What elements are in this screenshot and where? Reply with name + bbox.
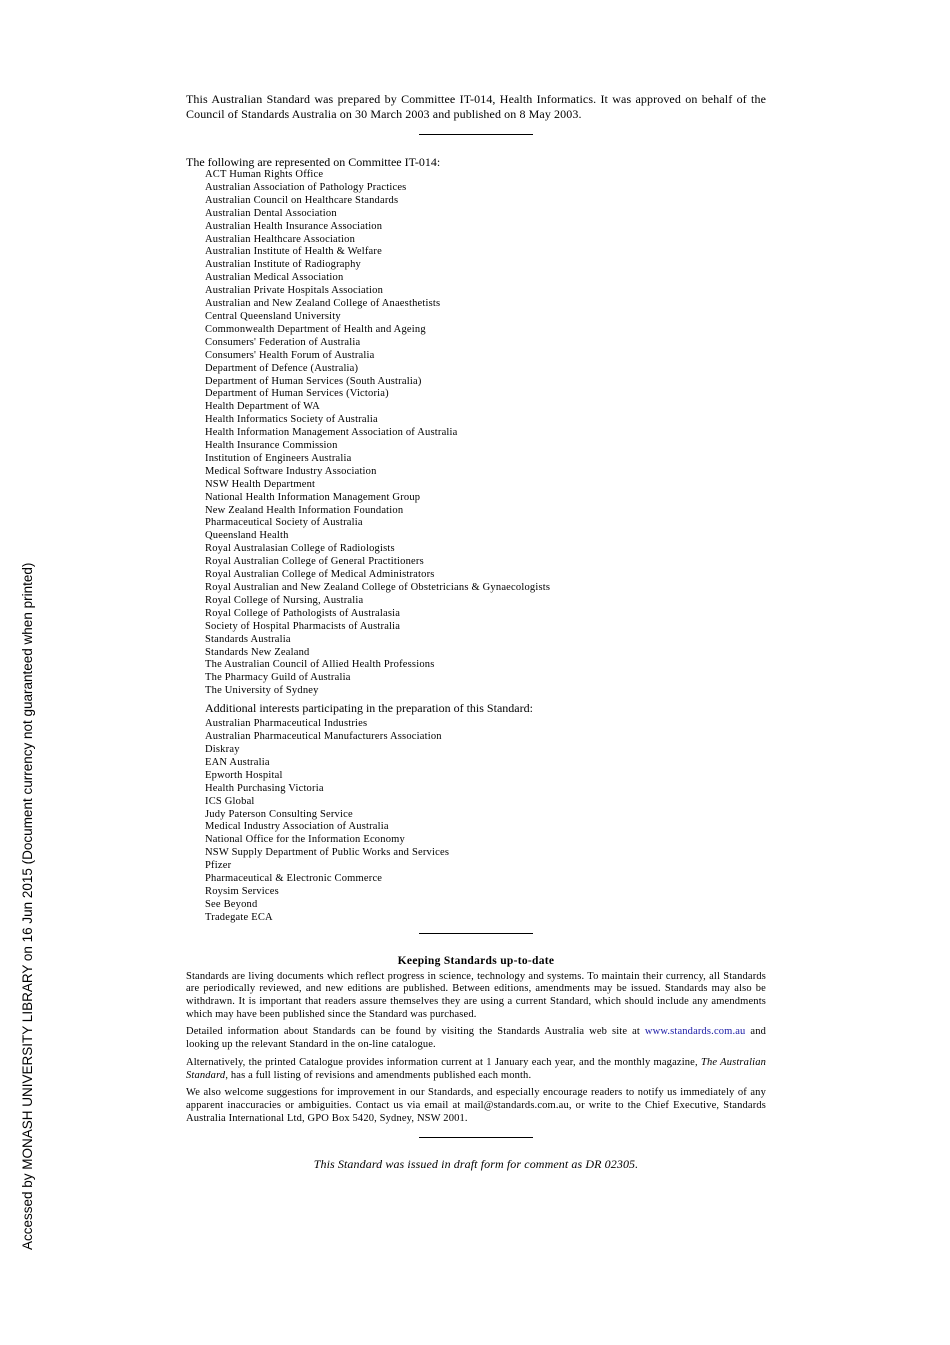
list-item: Australian Medical Association [205, 272, 344, 284]
list-item: Health Department of WA [205, 401, 320, 413]
keeping-paragraph-4: We also welcome suggestions for improvement in our Standards, and especially encourage readers to notify us immediately of any apparent inaccuracies or ambiguities. Contact us via email at mail@standards.com.au, or write to the Chief Executive, Standards Australia International Ltd, GPO Box 5420, Sydney, NSW 2001. [186, 1087, 766, 1124]
list-item: Judy Paterson Consulting Service [205, 808, 353, 820]
list-item: Standards Australia [205, 633, 291, 645]
standards-website-link[interactable]: www.standards.com.au [644, 1026, 746, 1038]
represented-heading: The following are represented on Committee IT-014: [186, 155, 441, 169]
list-item: Australian Pharmaceutical Manufacturers Association [205, 731, 442, 743]
committee-intro: This Australian Standard was prepared by Committee IT-014, Health Informatics. It was approved on behalf of the Council of Standards Australia on 30 March 2003 and published on 8 May 2003. [186, 92, 766, 121]
keeping-paragraph-2: Detailed information about Standards can be found by visiting the Standards Australia web site at www.standards.com.au and looking up the relevant Standard in the on-line catalogue. [186, 1026, 766, 1051]
magazine-title: The Australian Standard [186, 1056, 767, 1081]
list-item: Diskray [205, 743, 240, 755]
list-item: EAN Australia [205, 756, 270, 768]
list-item: Australian Pharmaceutical Industries [205, 718, 368, 730]
keeping-paragraph-1: Standards are living documents which reflect progress in science, technology and systems. To maintain their currency, all Standards are periodically reviewed, and new editions are published. Between editions, amendments may be issued. Standards may also be withdrawn. It is important that readers assure themselves they are using a current Standard, which should include any amendments which may have been published since the Standard was purchased. [186, 970, 766, 1020]
list-item: Royal Australian College of Medical Administrators [205, 569, 435, 581]
list-item: NSW Health Department [205, 478, 316, 490]
list-item: Roysim Services [205, 885, 279, 897]
list-item: Australian Health Insurance Association [205, 220, 383, 232]
list-item: Institution of Engineers Australia [205, 452, 352, 464]
divider [419, 1137, 533, 1138]
list-item: Health Information Management Association of Australia [205, 427, 458, 439]
list-item: Royal College of Nursing, Australia [205, 594, 364, 606]
divider [419, 134, 533, 135]
list-item: ACT Human Rights Office [205, 169, 324, 180]
list-item: Consumers' Federation of Australia [205, 336, 361, 348]
list-item: Pharmaceutical & Electronic Commerce [205, 873, 383, 885]
list-item: New Zealand Health Information Foundation [205, 504, 404, 516]
list-item: Tradegate ECA [205, 911, 273, 923]
list-item: Medical Software Industry Association [205, 465, 377, 477]
list-item: NSW Supply Department of Public Works and Services [205, 847, 450, 859]
list-item: Health Informatics Society of Australia [205, 414, 378, 426]
list-item: ICS Global [205, 795, 255, 807]
list-item: Royal Australian and New Zealand College of Obstetricians & Gynaecologists [205, 582, 551, 593]
list-item: Australian Council on Healthcare Standards [205, 194, 399, 206]
document-page [186, 92, 766, 1172]
organisation-list [186, 169, 766, 698]
draft-note: This Standard was issued in draft form for comment as DR 02305. [313, 1157, 639, 1172]
keeping-title: Keeping Standards up-to-date [397, 954, 555, 967]
list-item: Royal Australasian College of Radiologists [205, 543, 395, 555]
list-item: Department of Human Services (South Australia) [205, 375, 422, 387]
list-item: Epworth Hospital [205, 769, 283, 781]
list-item: Pfizer [205, 860, 232, 872]
list-item: Australian Institute of Health & Welfare [205, 246, 382, 258]
list-item: National Office for the Information Economy [205, 834, 405, 846]
list-item: The University of Sydney [205, 685, 319, 697]
list-item: The Australian Council of Allied Health Professions [205, 659, 435, 671]
access-watermark: Accessed by MONASH UNIVERSITY LIBRARY on 16 Jun 2015 (Document currency not guaranteed when printed) [20, 562, 35, 1250]
keeping-paragraph-3: Alternatively, the printed Catalogue provides information current at 1 January each year, and the monthly magazine, The Australian Standard, has a full listing of revisions and amendments published each month. [186, 1056, 767, 1081]
list-item: Royal Australian College of General Practitioners [205, 556, 424, 568]
list-item: Consumers' Health Forum of Australia [205, 349, 375, 361]
list-item: Australian Healthcare Association [205, 233, 356, 245]
list-item: The Pharmacy Guild of Australia [205, 672, 351, 684]
additional-heading: Additional interests participating in the preparation of this Standard: [205, 701, 533, 716]
list-item: Royal College of Pathologists of Australasia [205, 607, 401, 619]
list-item: Australian Dental Association [205, 207, 337, 219]
list-item: Australian Private Hospitals Association [205, 285, 384, 297]
divider [419, 933, 533, 934]
list-item: Health Purchasing Victoria [205, 782, 324, 794]
list-item: National Health Information Management Group [205, 491, 421, 503]
list-item: Australian Association of Pathology Practices [205, 181, 407, 193]
list-item: Department of Human Services (Victoria) [205, 388, 389, 400]
list-item: Standards New Zealand [205, 646, 310, 658]
list-item: Medical Industry Association of Australia [205, 821, 389, 833]
list-item: Commonwealth Department of Health and Ageing [205, 323, 426, 335]
additional-list [186, 718, 766, 925]
list-item: Queensland Health [205, 530, 289, 542]
list-item: Society of Hospital Pharmacists of Australia [205, 620, 401, 632]
list-item: Australian and New Zealand College of Anaesthetists [205, 298, 441, 310]
list-item: Health Insurance Commission [205, 440, 338, 452]
list-item: Department of Defence (Australia) [205, 362, 359, 374]
list-item: Pharmaceutical Society of Australia [205, 517, 363, 529]
list-item: Central Queensland University [205, 310, 341, 322]
list-item: Australian Institute of Radiography [205, 259, 362, 271]
list-item: See Beyond [205, 898, 258, 910]
